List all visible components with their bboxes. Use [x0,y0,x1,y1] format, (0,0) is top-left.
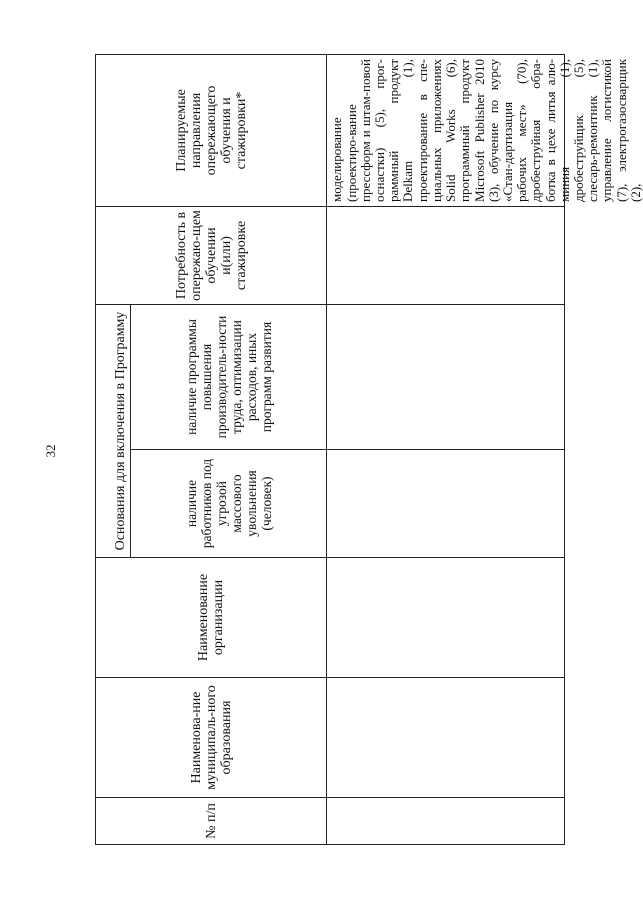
training-program-table [95,54,643,845]
cell-directions [327,54,643,206]
cell-organization [327,558,565,678]
page-number: 32 [43,444,58,458]
directions-text: моделирование (проектиро-вание прессформ и штам-повой оснастки) (5), прог-раммный продукт Delkam (1), проектирование в спе-циальных приложениях Solid Works (6), программный продукт Microsoft Publisher 2010 (3), обучение по курсу «Стан-дартизация рабочих мест» (70), дробеструйная обра-ботка в цехе литья алю-миния (1), дробеструйщик (5), слесарь-ремонтник (1), управление логистикой (7), электрогазосварщик (2), [329,58,643,202]
cell-number [327,798,565,845]
header-directions: Планируемые направления опережающего обучения и стажировки* [96,54,327,206]
header-basis-program: наличие программы повышения производитель-ности труда, оптимизации расходов, иных программ развития [130,304,327,449]
header-basis-group: Основания для включения в Программу [96,304,131,557]
header-number: № п/п [96,798,327,845]
cell-basis-program [327,304,565,449]
header-municipality: Наименова-ние муниципаль-ного образования [96,678,327,798]
cell-basis-workers [327,450,565,558]
cell-need [327,206,565,304]
header-basis-workers: наличие работников под угрозой массового увольнения (человек) [130,450,327,558]
header-need: Потребность в опережаю-щем обучении и(или) стажировке [96,206,327,304]
header-organization: Наименование организации [96,558,327,678]
cell-municipality [327,678,565,798]
rotated-table-container [95,55,643,845]
